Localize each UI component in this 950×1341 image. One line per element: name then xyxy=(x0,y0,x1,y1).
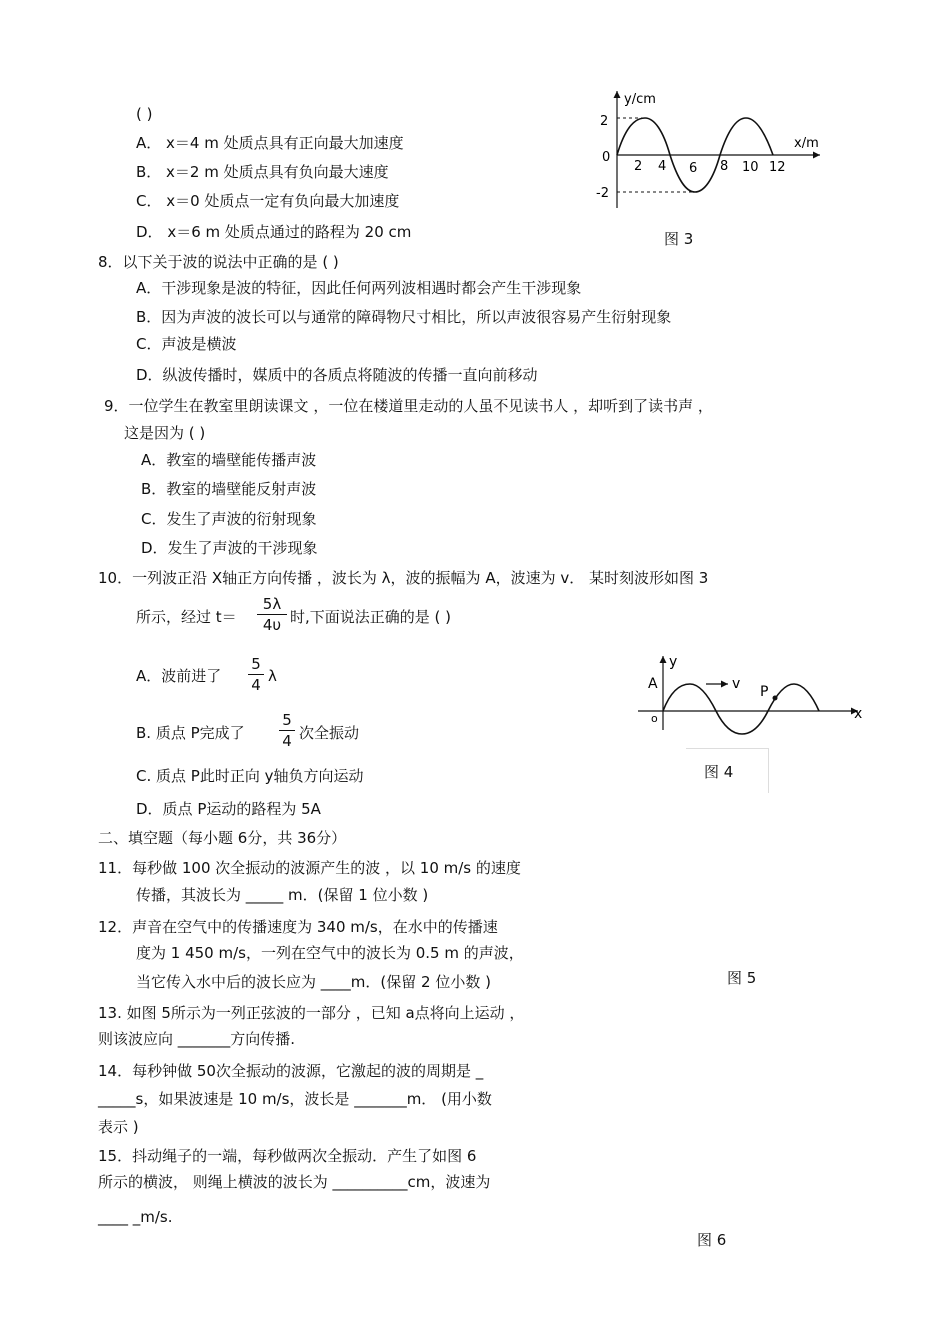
fig4-wave-curve xyxy=(663,684,819,734)
fig4-velocity-label: v xyxy=(732,676,741,692)
q15-line1: 15．抖动绳子的一端，每秒做两次全振动．产生了如图 6 xyxy=(98,1147,477,1165)
q10-option-a-fraction xyxy=(248,655,264,694)
figure-5-caption: 图 5 xyxy=(727,969,757,987)
fraction-bar xyxy=(257,614,287,615)
q10-time-fraction xyxy=(257,595,287,634)
fig3-y-tick: 2 xyxy=(600,114,609,129)
figure-6-caption: 图 6 xyxy=(697,1231,727,1249)
q10-option-a-pre: A．波前进了 xyxy=(136,667,222,685)
fig3-x-tick: 8 xyxy=(720,159,729,174)
fig3-y-tick: -2 xyxy=(596,186,609,201)
q14-line3: 表示 ) xyxy=(98,1118,139,1136)
q7-answer-paren: ( ) xyxy=(136,105,153,123)
fraction-numerator: 5λ xyxy=(262,595,282,613)
fig3-x-tick: 2 xyxy=(634,159,643,174)
fig3-x-axis-label: x/m xyxy=(794,136,819,151)
fraction-bar xyxy=(248,674,264,675)
q13-line2: 则该波应向 _______方向传播. xyxy=(98,1030,296,1048)
q9-option-a: A．教室的墙壁能传播声波 xyxy=(141,451,317,469)
fig4-amplitude-label: A xyxy=(648,676,658,692)
q7-option-c: C． x＝0 处质点一定有负向最大加速度 xyxy=(136,192,400,210)
q9-stem-line1: 9．一位学生在教室里朗读课文 ，一位在楼道里走动的人虽不见读书人 ，却听到了读书声 ， xyxy=(104,397,713,415)
q12-line3: 当它传入水中后的波长应为 ____m．(保留 2 位小数 ) xyxy=(136,973,491,991)
q12-line2: 度为 1 450 m/s，一列在空气中的波长为 0.5 m 的声波， xyxy=(136,944,524,962)
q10-stem-line2-pre: 所示，经过 t＝ xyxy=(136,608,237,626)
q7-option-a: A． x＝4 m 处质点具有正向最大加速度 xyxy=(136,134,404,152)
q7-option-d: D． x＝6 m 处质点通过的路程为 20 cm xyxy=(136,223,412,241)
q15-line2: 所示的横波， 则绳上横波的波长为 __________cm，波速为 xyxy=(98,1173,491,1191)
fig4-y-axis-label: y xyxy=(669,654,678,670)
fig4-x-axis-label: x xyxy=(854,706,863,722)
q9-option-d: D．发生了声波的干涉现象 xyxy=(141,539,318,557)
fig3-x-tick: 12 xyxy=(769,160,786,175)
figure-4-caption: 图 4 xyxy=(704,763,734,781)
q8-stem: 8．以下关于波的说法中正确的是 ( ) xyxy=(98,253,339,271)
q9-stem-line2: 这是因为 ( ) xyxy=(124,424,206,442)
q10-option-b-fraction xyxy=(279,711,295,750)
fig4-point-p-label: P xyxy=(760,684,769,700)
fig3-x-tick: 10 xyxy=(742,160,759,175)
fraction-denominator: 4υ xyxy=(262,616,282,634)
q14-line2: _____s，如果波速是 10 m/s，波长是 _______m． (用小数 xyxy=(98,1090,492,1108)
figure-3-caption: 图 3 xyxy=(664,230,694,248)
section-2-heading: 二、填空题（每小题 6分，共 36分） xyxy=(98,829,347,847)
q11-line2: 传播，其波长为 _____ m．(保留 1 位小数 ) xyxy=(136,886,429,904)
fraction-bar xyxy=(279,730,295,731)
fig3-x-tick: 6 xyxy=(689,161,698,176)
q8-option-b: B．因为声波的波长可以与通常的障碍物尺寸相比，所以声波很容易产生衍射现象 xyxy=(136,308,672,326)
fig3-y-tick: 0 xyxy=(602,150,611,165)
q8-option-a: A．干涉现象是波的特征，因此任何两列波相遇时都会产生干涉现象 xyxy=(136,279,582,297)
q11-line1: 11．每秒做 100 次全振动的波源产生的波 ，以 10 m/s 的速度 xyxy=(98,859,521,877)
q10-option-c: C. 质点 P此时正向 y轴负方向运动 xyxy=(136,767,364,785)
fraction-denominator: 4 xyxy=(251,676,261,694)
q10-option-a-post: λ xyxy=(268,667,277,685)
q10-stem-line2-post: 时,下面说法正确的是 ( ) xyxy=(290,608,452,626)
q8-option-d: D．纵波传播时，媒质中的各质点将随波的传播一直向前移动 xyxy=(136,366,538,384)
q15-line3: ____ _m/s. xyxy=(98,1208,173,1226)
fig4-origin-label: o xyxy=(651,712,658,725)
figure-3-wave-graph xyxy=(590,85,830,215)
q13-line1: 13. 如图 5所示为一列正弦波的一部分 ，已知 a点将向上运动 ， xyxy=(98,1004,525,1022)
q12-line1: 12．声音在空气中的传播速度为 340 m/s，在水中的传播速 xyxy=(98,918,498,936)
fig3-x-tick: 4 xyxy=(658,159,667,174)
fraction-denominator: 4 xyxy=(282,732,292,750)
fig3-y-axis-label: y/cm xyxy=(624,92,656,107)
q10-option-d: D．质点 P运动的路程为 5A xyxy=(136,800,321,818)
figure-4-wave-graph xyxy=(636,650,871,735)
q9-option-c: C．发生了声波的衍射现象 xyxy=(141,510,317,528)
q10-option-b-post: 次全振动 xyxy=(299,724,360,742)
fraction-numerator: 5 xyxy=(282,711,292,729)
q10-option-b-pre: B. 质点 P完成了 xyxy=(136,724,245,742)
q9-option-b: B．教室的墙壁能反射声波 xyxy=(141,480,317,498)
fig4-point-p xyxy=(773,696,778,701)
q14-line1: 14．每秒钟做 50次全振动的波源，它激起的波的周期是 _ xyxy=(98,1062,484,1080)
q10-stem-line1: 10．一列波正沿 X轴正方向传播 ，波长为 λ，波的振幅为 A，波速为 v． 某时刻波形如图 3 xyxy=(98,569,709,587)
q7-option-b: B． x＝2 m 处质点具有负向最大速度 xyxy=(136,163,389,181)
q8-option-c: C．声波是横波 xyxy=(136,335,237,353)
fraction-numerator: 5 xyxy=(251,655,261,673)
